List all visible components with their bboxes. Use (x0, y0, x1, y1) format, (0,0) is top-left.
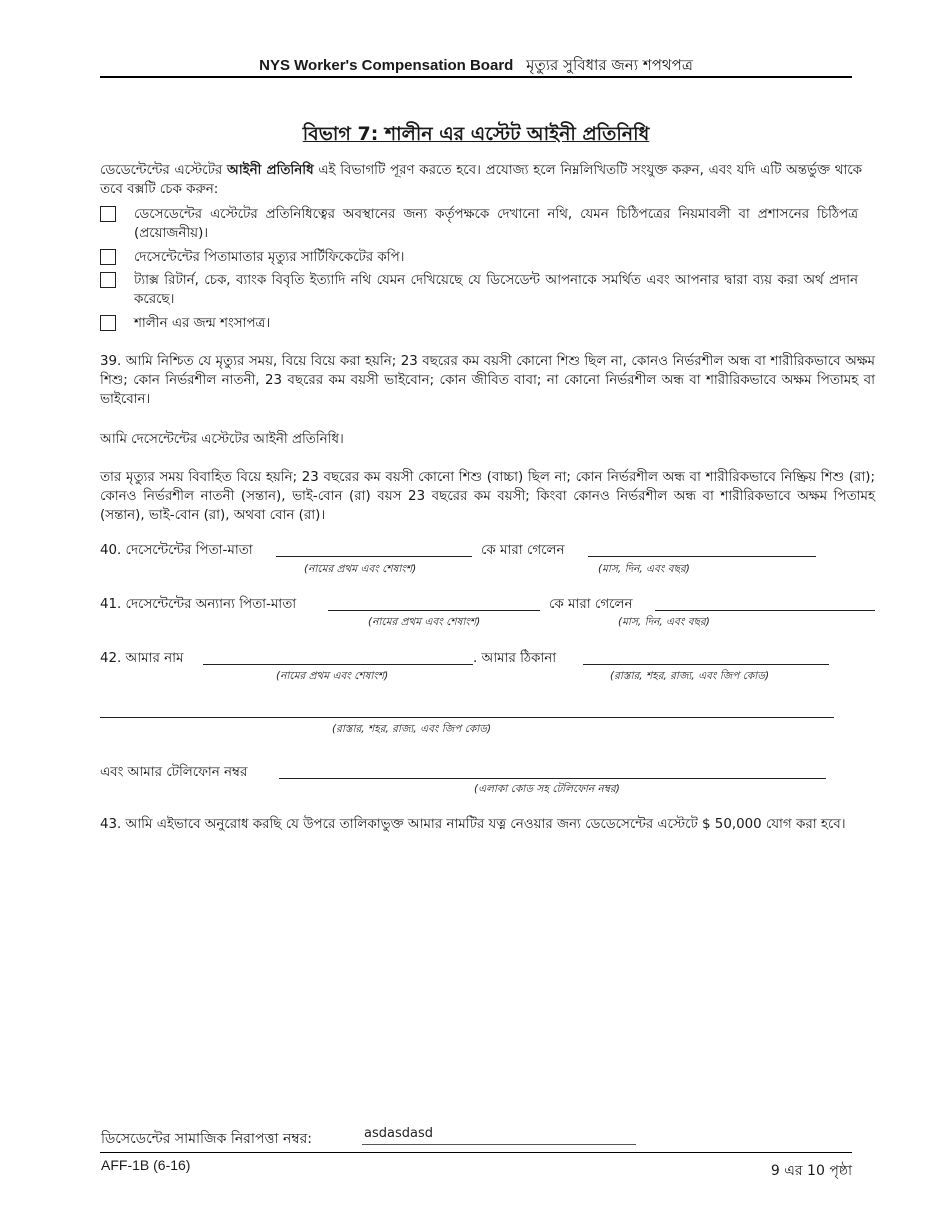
checklist-item-text: ডেসেডেন্টের এস্টেটের প্রতিনিধিত্বের অবস্থানের জন্য কর্তৃপক্ষকে দেখানো নথি, যেমন চিঠিপত্রের নিয়মাবলী বা প্রশাসনের চিঠিপত্র (প্রয়োজনীয়)। (134, 207, 858, 241)
section-title: বিভাগ 7: শালীন এর এস্টেট আইনী প্রতিনিধি (302, 123, 650, 145)
form-title: মৃত্যুর সুবিধার জন্য শপথপত্র (526, 56, 693, 74)
q42-phone-label: এবং আমার টেলিফোন নম্বর (100, 765, 248, 780)
q42-my-name-input[interactable] (203, 648, 473, 665)
form-id: AFF-1B (6-16) (101, 1157, 191, 1173)
q40-parent-name-input[interactable] (276, 540, 472, 557)
checklist-item (100, 314, 860, 334)
q42-address-label: . আমার ঠিকানা (473, 651, 557, 666)
q40-died-label: কে মারা গেলেন (481, 543, 565, 558)
q41-date-hint: (মাস, দিন, এবং বছর) (618, 616, 710, 628)
attachment-checkbox-2[interactable] (100, 249, 116, 265)
q42-phone-hint: (এলাকা কোড সহ টেলিফোন নম্বর) (474, 783, 620, 795)
q41-name-hint: (নামের প্রথম এবং শেষাংশ) (368, 616, 481, 628)
q40-name-hint: (নামের প্রথম এবং শেষাংশ) (304, 563, 417, 575)
checklist-item-text: ট্যাক্স রিটার্ন, চেক, ব্যাংক বিবৃতি ইত্যাদি নথি যেমন দেখিয়েছে যে ডিসেডেন্ট আপনাকে সমর্থিত এবং আপনার দ্বারা ব্যয় করা অর্থ প্রদান করেছে। (134, 273, 858, 307)
checklist-item-text: দেসেন্টেন্টের পিতামাতার মৃত্যুর সার্টিফিকেটের কপি। (134, 250, 405, 265)
q41-parent-name-input[interactable] (328, 594, 540, 611)
q42-address-input[interactable] (583, 648, 829, 665)
q39-representative-line: আমি দেসেন্টেন্টের এস্টেটের আইনী প্রতিনিধি। (100, 432, 344, 447)
q42-address-hint: (রাস্তার, শহর, রাজ্য, এবং জিপ কোড) (610, 670, 770, 682)
q41-died-label: কে মারা গেলেন (549, 597, 633, 612)
checklist-item (100, 248, 860, 268)
intro-text-2: এই বিভাগটি পূরণ করতে হবে। প্রযোজ্য হলে নিম্নলিখিতটি সংযুক্ত করুন, এবং যদি এটি অন্তর্ভুক্ত থাকে তবে বক্সটি চেক করুন: (100, 163, 862, 197)
intro-paragraph (100, 161, 862, 199)
intro-bold: আইনী প্রতিনিধি (226, 163, 314, 178)
q42-address-line-2-input[interactable] (100, 701, 834, 718)
attachment-checkbox-4[interactable] (100, 315, 116, 331)
checklist-item (100, 271, 860, 311)
q40-label: 40. দেসেন্টেন্টের পিতা-মাতা (100, 543, 253, 558)
q42-label: 42. আমার নাম (100, 651, 184, 666)
q40-date-hint: (মাস, দিন, এবং বছর) (598, 563, 690, 575)
q41-label: 41. দেসেন্টেন্টের অন্যান্য পিতা-মাতা (100, 597, 297, 612)
ssn-label: ডিসেডেন্টের সামাজিক নিরাপত্তা নম্বর: (101, 1131, 312, 1147)
header-divider (100, 76, 852, 78)
q42-name-hint: (নামের প্রথম এবং শেষাংশ) (276, 670, 389, 682)
attachment-checkbox-1[interactable] (100, 206, 116, 222)
q42-phone-input[interactable] (279, 762, 826, 779)
intro-text-1: ডেডেন্টেন্টের এস্টেটের (100, 163, 227, 178)
page-number: 9 এর 10 পৃষ্ঠা (770, 1163, 852, 1179)
attachment-checkbox-3[interactable] (100, 272, 116, 288)
q39-statement: 39. আমি নিশ্চিত যে মৃত্যুর সময়, বিয়ে বিয়ে করা হয়নি; 23 বছরের কম বয়সী কোনো শিশু ছিল না, কোনও নির্ভরশীল অন্ধ বা শারীরিকভাবে অক্ষম শিশু; কোন নির্ভরশীল নাতনী, 23 বছরের কম বয়সী ভাইবোন; কোন জীবিত বাবা; না কোনো নির্ভরশীল অন্ধ বা শারীরিকভাবে অক্ষম পিতামহ বা ভাইবোন। (100, 354, 875, 407)
q39-detail: তার মৃত্যুর সময় বিবাহিত বিয়ে হয়নি; 23 বছরের কম বয়সী কোনো শিশু (বাচ্চা) ছিল না; কোন নির্ভরশীল অন্ধ বা শারীরিকভাবে নিষ্ক্রিয় শিশু (রা); কোনও নির্ভরশীল নাতনী (সন্তান), ভাই-বোন (রা) বয়স 23 বছরের কম বয়সী; কিংবা কোনও নির্ভরশীল অন্ধ বা শারীরিকভাবে অক্ষম পিতামহ (সন্তান), ভাই-বোন (রা), অথবা বোন (রা)। (100, 470, 875, 523)
q40-death-date-input[interactable] (588, 540, 816, 557)
ssn-input[interactable] (362, 1124, 636, 1145)
q41-death-date-input[interactable] (655, 594, 875, 611)
q43-request: 43. আমি এইভাবে অনুরোধ করছি যে উপরে তালিকাভুক্ত আমার নামটির যত্ন নেওয়ার জন্য ডেডেসেন্টের এস্টেটে $ 50,000 যোগ করা হবে। (100, 817, 846, 832)
footer-divider (100, 1152, 852, 1153)
checklist-item-text: শালীন এর জন্ম শংসাপত্র। (134, 316, 271, 331)
org-name: NYS Worker's Compensation Board (259, 57, 514, 74)
checklist-item (100, 205, 860, 245)
q42-address-line-2-hint: (রাস্তার, শহর, রাজ্য, এবং জিপ কোড) (332, 723, 492, 735)
